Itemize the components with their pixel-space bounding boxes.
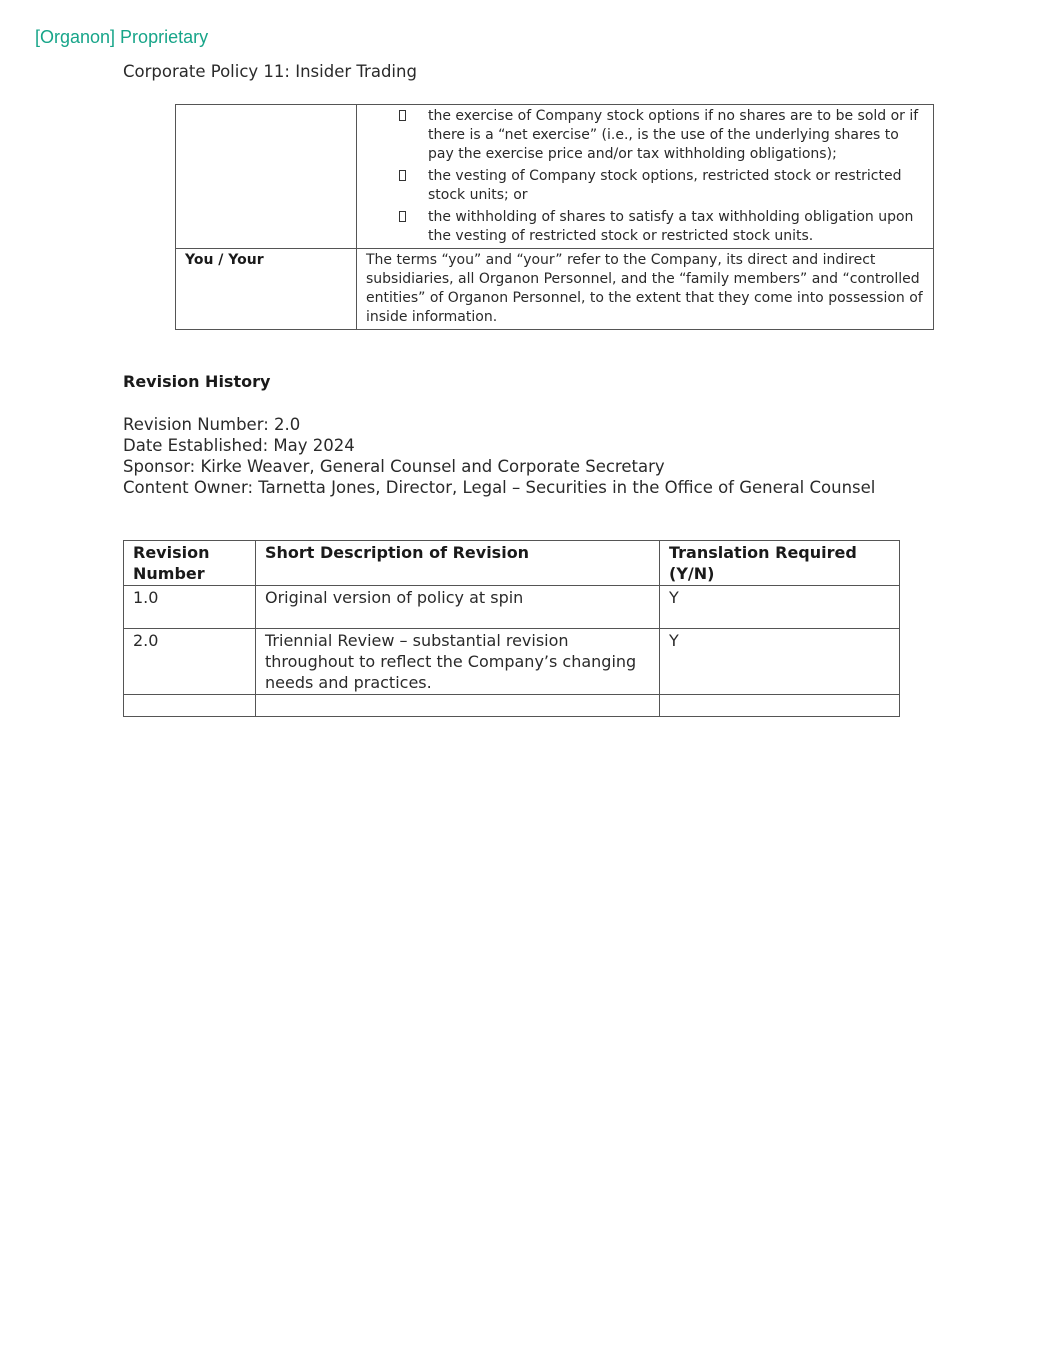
- table-row: [124, 629, 900, 695]
- bullet-item: [366, 107, 924, 164]
- exception-bullet-list: [366, 107, 924, 246]
- cell-revision-number: [124, 695, 256, 717]
- bullet-text: the exercise of Company stock options if no shares are to be sold or if there is a “net exercise” (i.e., is the use of the underlying shares to pay the exercise price and/or tax withholding obligations);: [428, 108, 919, 162]
- revision-table-header-row: [124, 541, 900, 586]
- table-row: [124, 586, 900, 629]
- header-translation-required: Translation Required (Y/N): [660, 541, 900, 586]
- sponsor-line: Sponsor: Kirke Weaver, General Counsel and Corporate Secretary: [123, 457, 665, 476]
- revision-number-line: Revision Number: 2.0: [123, 415, 301, 434]
- table-row-empty: [124, 695, 900, 717]
- cell-translation: Y: [660, 586, 900, 629]
- bullet-box-icon: [399, 110, 406, 121]
- date-established-line: Date Established: May 2024: [123, 436, 355, 455]
- cell-description: Original version of policy at spin: [256, 586, 660, 629]
- cell-description: Triennial Review – substantial revision throughout to reflect the Company’s changing needs and practices.: [256, 629, 660, 695]
- header-short-description: Short Description of Revision: [256, 541, 660, 586]
- definition-text-you: The terms “you” and “your” refer to the Company, its direct and indirect subsidiaries, all Organon Personnel, and the “family members” and “controlled entities” of Organon Personnel, to the extent that they come into possession of inside information.: [357, 249, 934, 330]
- bullet-text: the vesting of Company stock options, restricted stock or restricted stock units; or: [428, 168, 902, 203]
- cell-translation: [660, 695, 900, 717]
- revision-history-table: [123, 540, 900, 717]
- definitions-row-you: [176, 249, 934, 330]
- cell-revision-number: 1.0: [124, 586, 256, 629]
- definitions-table: [175, 104, 934, 330]
- cell-description: [256, 695, 660, 717]
- definition-bullets-cell: [357, 105, 934, 249]
- content-owner-line: Content Owner: Tarnetta Jones, Director, Legal – Securities in the Office of General Counsel: [123, 478, 876, 497]
- policy-title: Corporate Policy 11: Insider Trading: [123, 62, 417, 81]
- cell-revision-number: 2.0: [124, 629, 256, 695]
- header-revision-number: Revision Number: [124, 541, 256, 586]
- bullet-text: the withholding of shares to satisfy a tax withholding obligation upon the vesting of restricted stock or restricted stock units.: [428, 209, 914, 244]
- definitions-row-continued: [176, 105, 934, 249]
- cell-translation: Y: [660, 629, 900, 695]
- classification-label: [Organon] Proprietary: [35, 27, 209, 47]
- revision-history-heading: Revision History: [123, 372, 271, 391]
- definition-term-you: You / Your: [176, 249, 357, 330]
- revision-metadata: [123, 414, 875, 498]
- bullet-item: [366, 208, 924, 246]
- definition-term-cell: [176, 105, 357, 249]
- bullet-item: [366, 167, 924, 205]
- bullet-box-icon: [399, 211, 406, 222]
- bullet-box-icon: [399, 170, 406, 181]
